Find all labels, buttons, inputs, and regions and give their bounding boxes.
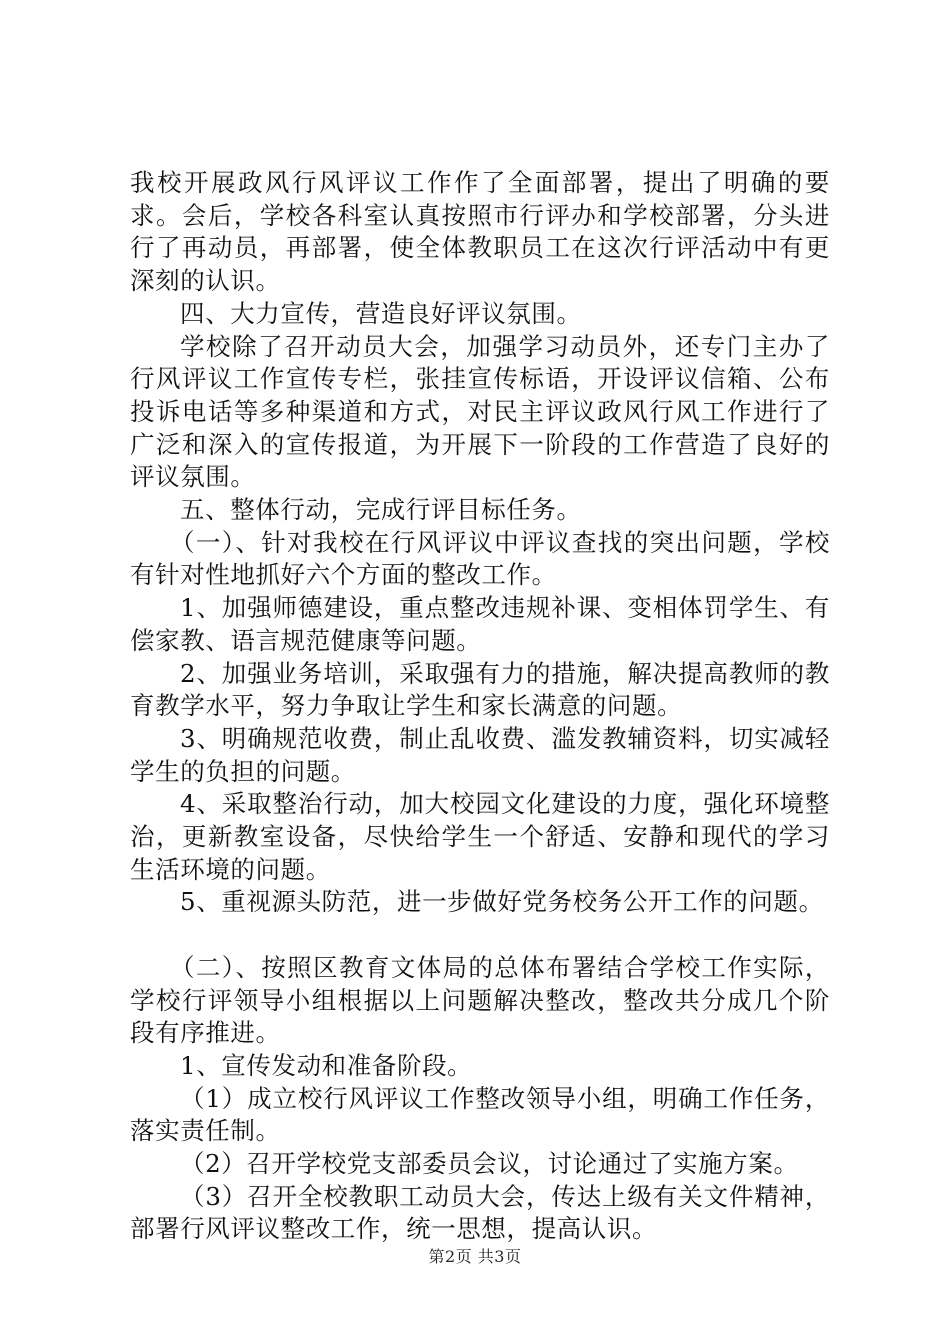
section-heading: 四、大力宣传，营造良好评议氛围。 xyxy=(180,298,582,328)
section-heading: 五、整体行动，完成行评目标任务。 xyxy=(180,495,582,525)
list-item: 1、宣传发动和准备阶段。 xyxy=(180,1050,473,1080)
list-item: 2、加强业务培训，采取强有力的措施，解决提高教师的教育教学水平，努力争取让学生和家长满意的问题。 xyxy=(130,658,830,721)
list-item: （3）召开全校教职工动员大会，传达上级有关文件精神，部署行风评议整改工作，统一思想，提高认识。 xyxy=(130,1181,830,1244)
subsection-heading: （一）、针对我校在行风评议中评议查找的突出问题，学校有针对性地抓好六个方面的整改工作。 xyxy=(130,527,830,590)
list-item: （1）成立校行风评议工作整改领导小组，明确工作任务，落实责任制。 xyxy=(130,1083,830,1146)
paragraph: 我校开展政风行风评议工作作了全面部署，提出了明确的要求。会后，学校各科室认真按照市行评办和学校部署，分头进行了再动员，再部署，使全体教职员工在这次行评活动中有更深刻的认识。 xyxy=(130,168,830,296)
list-item: （2）召开学校党支部委员会议，讨论通过了实施方案。 xyxy=(180,1149,799,1179)
blank-line xyxy=(130,919,830,952)
page-number-footer: 第2页 共3页 xyxy=(428,1247,522,1266)
document-body xyxy=(130,167,830,1246)
list-item: 5、重视源头防范，进一步做好党务校务公开工作的问题。 xyxy=(180,887,824,917)
list-item: 1、加强师德建设，重点整改违规补课、变相体罚学生、有偿家教、语言规范健康等问题。 xyxy=(130,593,830,655)
list-item: 4、采取整治行动，加大校园文化建设的力度，强化环境整治，更新教室设备，尽快给学生一个舒适、安静和现代的学习生活环境的问题。 xyxy=(130,789,830,884)
list-item: 3、明确规范收费，制止乱收费、滥发教辅资料，切实减轻学生的负担的问题。 xyxy=(130,723,830,786)
subsection-heading: （二）、按照区教育文体局的总体布署结合学校工作实际，学校行评领导小组根据以上问题解决整改，整改共分成几个阶段有序推进。 xyxy=(130,952,830,1048)
paragraph: 学校除了召开动员大会，加强学习动员外，还专门主办了行风评议工作宣传专栏，张挂宣传标语，开设评议信箱、公布投诉电话等多种渠道和方式，对民主评议政风行风工作进行了广泛和深入的宣传报道，为开展下一阶段的工作营造了良好的评议氛围。 xyxy=(130,331,830,492)
